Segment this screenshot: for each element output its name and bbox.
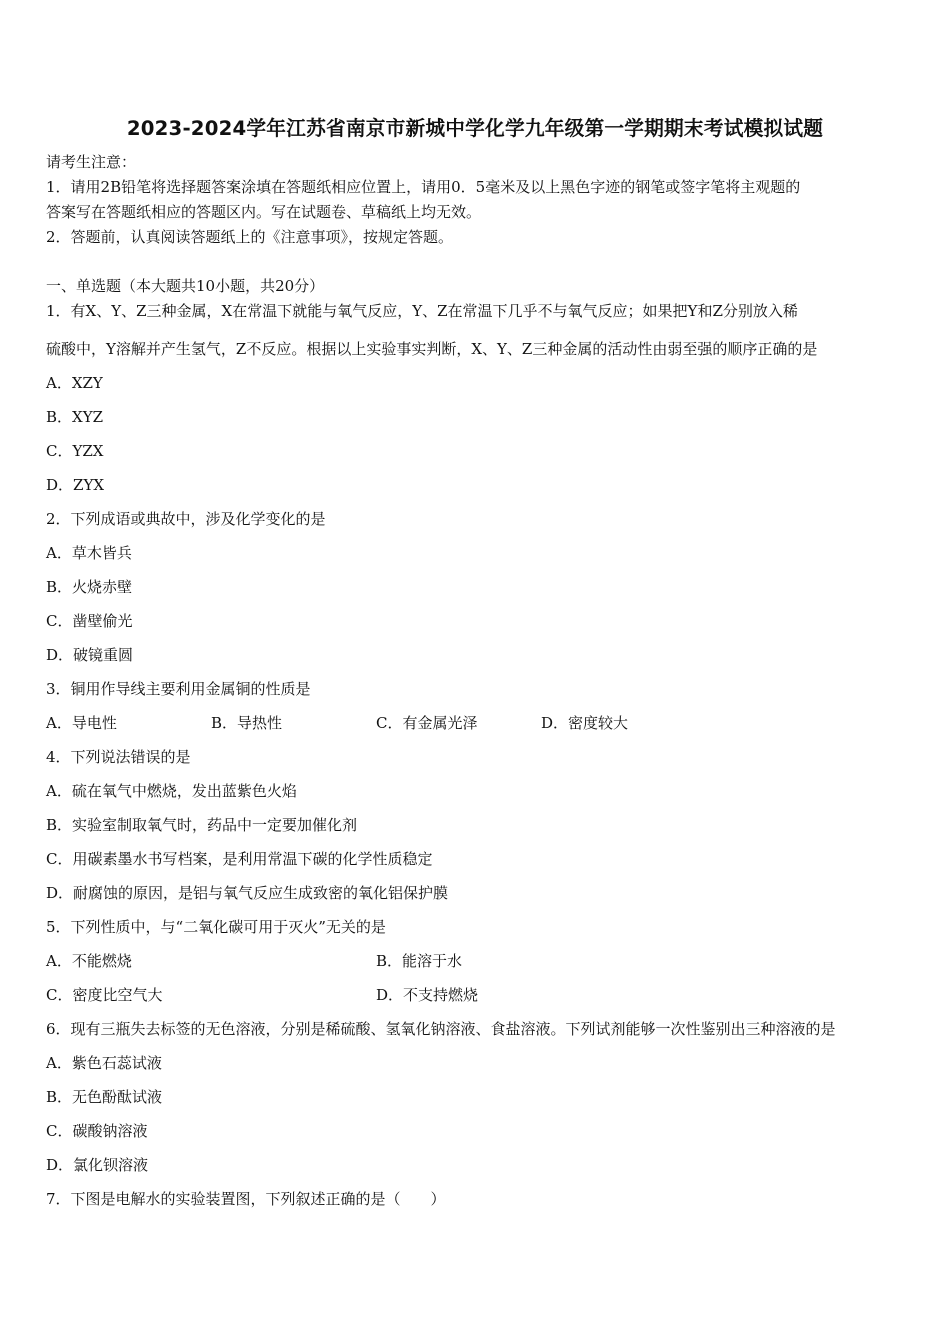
question-4: 4．下列说法错误的是 <box>46 748 191 766</box>
question-2-option-c: C．凿壁偷光 <box>46 612 133 630</box>
question-4-option-b: B．实验室制取氧气时，药品中一定要加催化剂 <box>46 816 358 834</box>
notice-item-2: 2．答题前，认真阅读答题纸上的《注意事项》，按规定答题。 <box>46 228 454 246</box>
question-6-option-d: D．氯化钡溶液 <box>46 1156 149 1174</box>
notice-heading: 请考生注意： <box>46 153 137 171</box>
question-2-option-a: A．草木皆兵 <box>46 544 132 562</box>
question-4-option-c: C．用碳素墨水书写档案，是利用常温下碳的化学性质稳定 <box>46 850 433 868</box>
question-3-option-a: A．导电性 <box>46 714 117 732</box>
question-4-option-d: D．耐腐蚀的原因，是铝与氧气反应生成致密的氧化铝保护膜 <box>46 884 449 902</box>
question-1-line-2: 硫酸中，Y溶解并产生氢气，Z不反应。根据以上实验事实判断，X、Y、Z三种金属的活动性由弱至强的顺序正确的是 <box>46 340 818 358</box>
question-1-option-d: D．ZYX <box>46 476 105 494</box>
question-5-option-a: A．不能燃烧 <box>46 952 132 970</box>
notice-item-1-line-2: 答案写在答题纸相应的答题区内。写在试题卷、草稿纸上均无效。 <box>46 203 482 221</box>
question-2-option-d: D．破镜重圆 <box>46 646 134 664</box>
question-2: 2．下列成语或典故中，涉及化学变化的是 <box>46 510 326 528</box>
question-7: 7．下图是电解水的实验装置图，下列叙述正确的是（ ） <box>46 1190 446 1208</box>
question-6-option-c: C．碳酸钠溶液 <box>46 1122 148 1140</box>
question-3-option-c: C．有金属光泽 <box>376 714 478 732</box>
question-1-option-c: C．YZX <box>46 442 104 460</box>
question-2-option-b: B．火烧赤壁 <box>46 578 133 596</box>
question-5-option-d: D．不支持燃烧 <box>376 986 479 1004</box>
question-3-option-d: D．密度较大 <box>541 714 629 732</box>
question-3-option-b: B．导热性 <box>211 714 283 732</box>
question-1-option-a: A．XZY <box>46 374 103 392</box>
question-3: 3．铜用作导线主要利用金属铜的性质是 <box>46 680 311 698</box>
question-6: 6．现有三瓶失去标签的无色溶液，分别是稀硫酸、氢氧化钠溶液、食盐溶液。下列试剂能够一次性鉴别出三种溶液的是 <box>46 1020 836 1038</box>
question-5-option-c: C．密度比空气大 <box>46 986 163 1004</box>
question-1-option-b: B．XYZ <box>46 408 104 426</box>
question-5-option-b: B．能溶于水 <box>376 952 463 970</box>
question-5: 5．下列性质中，与“二氧化碳可用于灭火”无关的是 <box>46 918 386 936</box>
page-title: 2023-2024学年江苏省南京市新城中学化学九年级第一学期期末考试模拟试题 <box>126 117 824 140</box>
question-6-option-b: B．无色酚酞试液 <box>46 1088 163 1106</box>
question-1-line-1: 1．有X、Y、Z三种金属，X在常温下就能与氧气反应，Y、Z在常温下几乎不与氧气反应；如果把Y和Z分别放入稀 <box>46 302 798 320</box>
question-4-option-a: A．硫在氧气中燃烧，发出蓝紫色火焰 <box>46 782 297 800</box>
section-heading: 一、单选题（本大题共10小题，共20分） <box>46 277 325 295</box>
notice-item-1-line-1: 1．请用2B铅笔将选择题答案涂填在答题纸相应位置上，请用0．5毫米及以上黑色字迹的钢笔或签字笔将主观题的 <box>46 178 801 196</box>
question-6-option-a: A．紫色石蕊试液 <box>46 1054 162 1072</box>
